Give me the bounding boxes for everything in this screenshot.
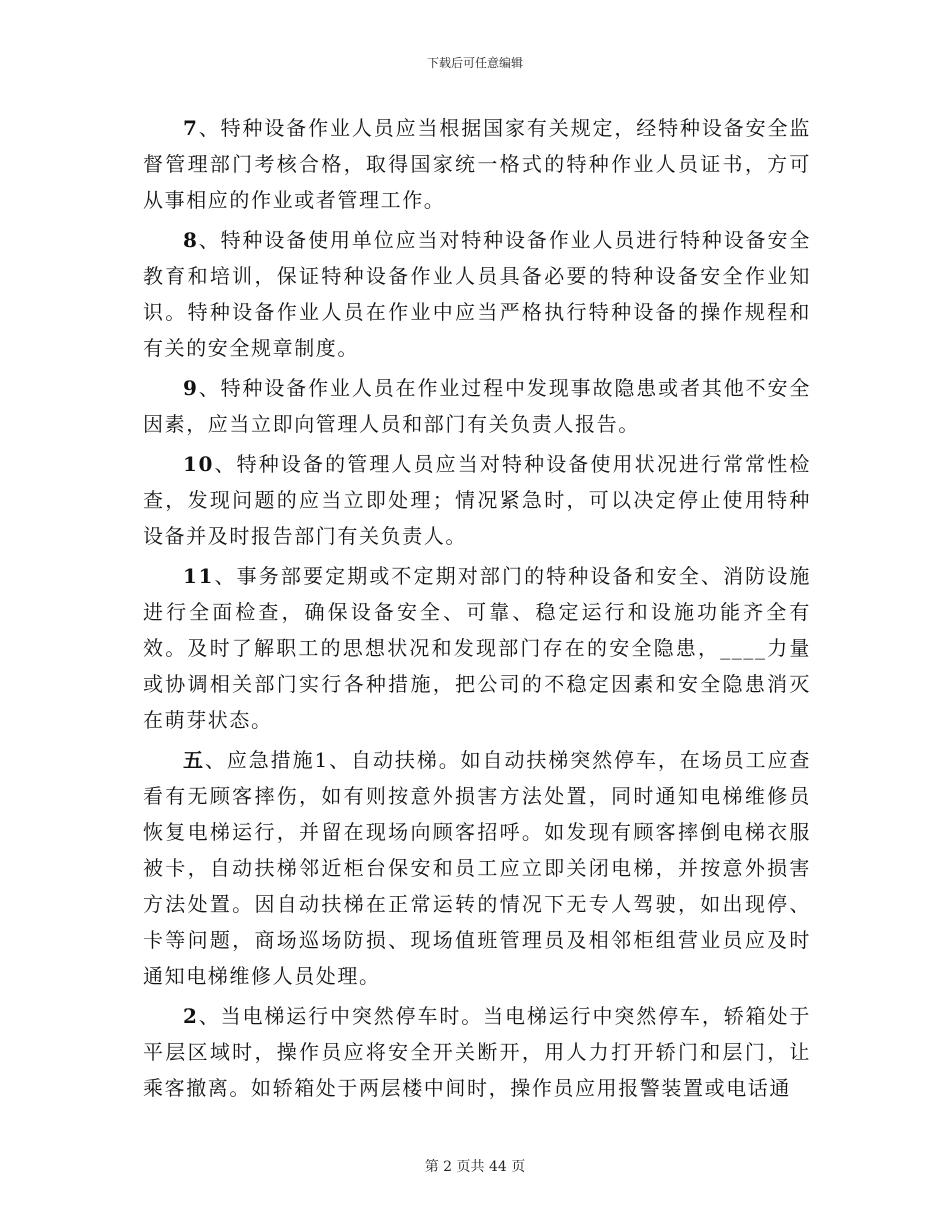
paragraph-text: 、特种设备的管理人员应当对特种设备使用状况进行常常性检查，发现问题的应当立即处理；情况紧急时，可以决定停止使用特种设备并及时报告部门有关负责人。 bbox=[143, 452, 811, 548]
paragraph-text: 、当电梯运行中突然停车时。当电梯运行中突然停车，轿箱处于平层区域时，操作员应将安全开关断开，用人力打开轿门和层门，让乘客撤离。如轿箱处于两层楼中间时，操作员应用报警装置或电话通 bbox=[143, 1004, 811, 1100]
paragraph-11 bbox=[143, 558, 811, 738]
item-number: 10 bbox=[183, 452, 215, 476]
paragraph-text: 、特种设备作业人员在作业过程中发现事故隐患或者其他不安全因素，应当立即向管理人员和部门有关负责人报告。 bbox=[143, 376, 811, 436]
item-number: 9 bbox=[183, 376, 199, 400]
item-number: 2 bbox=[183, 1004, 199, 1028]
paragraph-8 bbox=[143, 222, 811, 366]
item-number: 8 bbox=[183, 228, 199, 252]
section-number: 五 bbox=[183, 748, 205, 772]
paragraph-text: 、特种设备使用单位应当对特种设备作业人员进行特种设备安全教育和培训，保证特种设备作业人员具备必要的特种设备安全作业知识。特种设备作业人员在作业中应当严格执行特种设备的操作规程和有关的安全规章制度。 bbox=[143, 228, 811, 360]
page-number: 第 2 页共 44 页 bbox=[424, 1159, 526, 1175]
document-body bbox=[143, 110, 811, 1110]
paragraph-text: 、应急措施1、自动扶梯。如自动扶梯突然停车，在场员工应查看有无顾客摔伤，如有则按意外损害方法处置，同时通知电梯维修员恢复电梯运行，并留在现场向顾客招呼。如发现有顾客摔倒电梯衣服被卡，自动扶梯邻近柜台保安和员工应立即关闭电梯，并按意外损害方法处置。因自动扶梯在正常运转的情况下无专人驾驶，如出现停、卡等问题，商场巡场防损、现场值班管理员及相邻柜组营业员应及时通知电梯维修人员处理。 bbox=[143, 748, 811, 988]
item-number: 7 bbox=[183, 116, 199, 140]
page-footer bbox=[0, 1156, 950, 1176]
paragraph-9 bbox=[143, 370, 811, 442]
paragraph-text: 、事务部要定期或不定期对部门的特种设备和安全、消防设施进行全面检查，确保设备安全、可靠、稳定运行和设施功能齐全有效。及时了解职工的思想状况和发现部门存在的安全隐患，____力量或协调相关部门实行各种措施，把公司的不稳定因素和安全隐患消灭在萌芽状态。 bbox=[143, 564, 811, 732]
paragraph-text: 、特种设备作业人员应当根据国家有关规定，经特种设备安全监督管理部门考核合格，取得国家统一格式的特种作业人员证书，方可从事相应的作业或者管理工作。 bbox=[143, 116, 811, 212]
page-header bbox=[0, 54, 950, 71]
item-number: 11 bbox=[183, 564, 215, 588]
paragraph-section-5 bbox=[143, 742, 811, 994]
paragraph-7 bbox=[143, 110, 811, 218]
paragraph-10 bbox=[143, 446, 811, 554]
header-note: 下载后可任意编辑 bbox=[426, 56, 523, 70]
paragraph-2 bbox=[143, 998, 811, 1106]
